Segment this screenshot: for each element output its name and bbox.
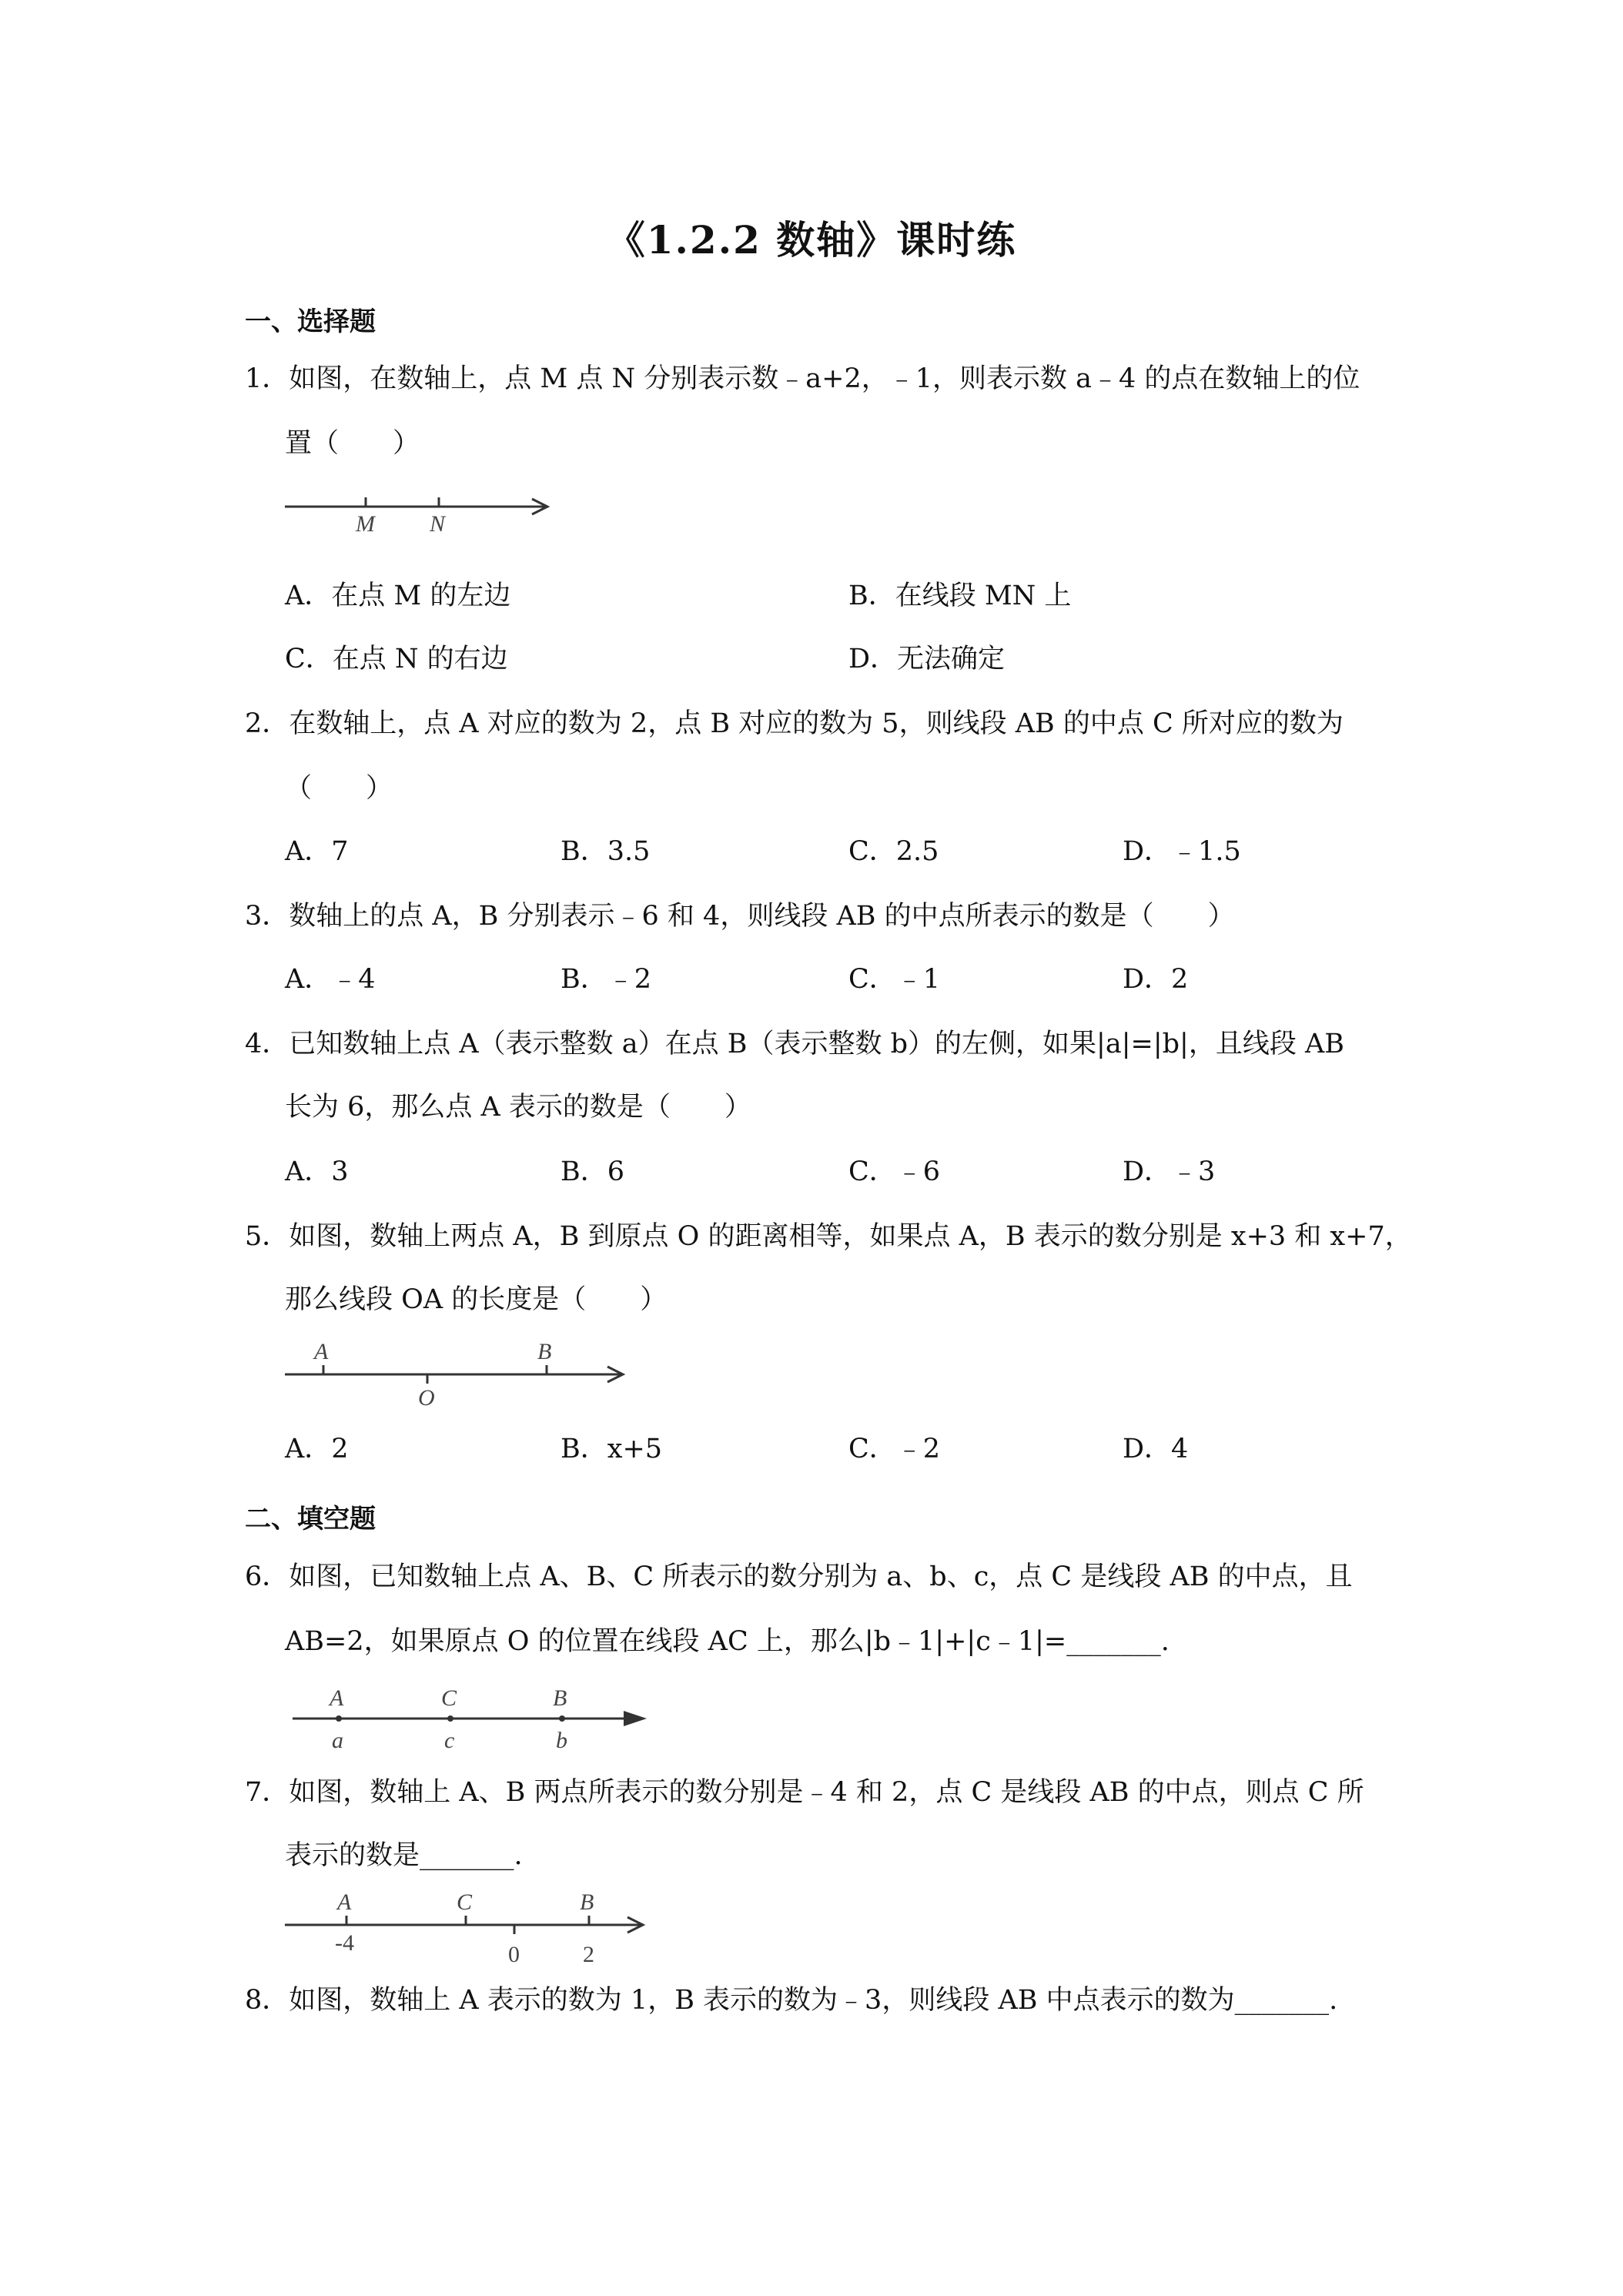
option-c[interactable]: C．﹣2: [848, 1434, 941, 1464]
option-c[interactable]: C．2.5: [848, 836, 939, 867]
question-number: 7．: [245, 1777, 289, 1808]
question-1-continued: 置（ ）: [285, 428, 420, 459]
option-d[interactable]: D．无法确定: [848, 644, 1006, 674]
value-origin: 0: [508, 1942, 520, 1967]
question-number: 5．: [245, 1221, 289, 1252]
option-a[interactable]: A．在点 M 的左边: [285, 581, 511, 611]
option-d[interactable]: D．2: [1123, 964, 1189, 995]
point-b: [559, 1715, 565, 1722]
label-b: B: [553, 1685, 567, 1711]
question-7-continued: 表示的数是_______.: [285, 1840, 523, 1871]
number-line-figure-q1: [281, 485, 558, 541]
label-b: B: [580, 1889, 594, 1915]
option-d[interactable]: D．﹣1.5: [1123, 836, 1241, 867]
option-b[interactable]: B．﹣2: [561, 964, 651, 995]
label-o: O: [418, 1385, 435, 1409]
question-5: [245, 1218, 1412, 1255]
label-b: B: [537, 1339, 552, 1364]
question-7: [245, 1774, 1364, 1811]
option-b[interactable]: B．在线段 MN 上: [848, 581, 1072, 611]
question-text: 在数轴上，点 A 对应的数为 2，点 B 对应的数为 5，则线段 AB 的中点 C 所对应的数为: [289, 708, 1344, 739]
question-number: 2．: [245, 708, 289, 739]
option-a[interactable]: A．﹣4: [285, 964, 376, 995]
page-title: 《1.2.2 数轴》课时练: [606, 217, 1017, 263]
label-a: A: [337, 1889, 352, 1915]
label-n: N: [430, 511, 446, 537]
option-a[interactable]: A．2: [285, 1434, 349, 1464]
question-text: 已知数轴上点 A（表示整数 a）在点 B（表示整数 b）的左侧，如果|a|=|b|，且线段 AB: [289, 1029, 1344, 1059]
point-c: [447, 1715, 453, 1722]
question-1: [245, 360, 1360, 397]
label-m: M: [356, 511, 375, 537]
question-number: 6．: [245, 1561, 289, 1592]
value-a: -4: [335, 1930, 354, 1956]
question-number: 1．: [245, 363, 289, 394]
section-heading-choice: 一、选择题: [245, 306, 376, 337]
option-c[interactable]: C．在点 N 的右边: [285, 644, 508, 674]
label-c: C: [457, 1889, 473, 1915]
question-number: 3．: [245, 901, 289, 932]
sublabel-b: b: [556, 1728, 567, 1753]
question-number: 4．: [245, 1029, 289, 1059]
option-a[interactable]: A．7: [285, 836, 349, 867]
point-a: [336, 1715, 342, 1722]
option-d[interactable]: D．﹣3: [1123, 1156, 1216, 1187]
label-a: A: [330, 1685, 344, 1711]
question-4-continued: 长为 6，那么点 A 表示的数是（ ）: [285, 1092, 751, 1123]
sublabel-a: a: [332, 1728, 343, 1753]
option-b[interactable]: B．x+5: [561, 1434, 663, 1464]
question-5-continued: 那么线段 OA 的长度是（ ）: [285, 1284, 668, 1315]
question-text: 如图，在数轴上，点 M 点 N 分别表示数﹣a+2，﹣1，则表示数 a﹣4 的点在数轴上的位: [289, 363, 1360, 394]
question-6-continued: AB=2，如果原点 O 的位置在线段 AC 上，那么|b﹣1|+|c﹣1|=_______.: [285, 1626, 1170, 1657]
option-b[interactable]: B．3.5: [561, 836, 651, 867]
question-3: [245, 898, 1235, 935]
question-text: 如图，数轴上 A、B 两点所表示的数分别是﹣4 和 2，点 C 是线段 AB 的中点，则点 C 所: [289, 1777, 1364, 1808]
section-heading-fill-blank: 二、填空题: [245, 1504, 376, 1535]
question-text: 数轴上的点 A，B 分别表示﹣6 和 4，则线段 AB 的中点所表示的数是（ ）: [289, 901, 1235, 932]
sublabel-c: c: [444, 1728, 455, 1753]
question-6: [245, 1558, 1353, 1595]
question-2: [245, 705, 1344, 742]
question-text: 如图，已知数轴上点 A、B、C 所表示的数分别为 a、b、c，点 C 是线段 AB 的中点，且: [289, 1561, 1353, 1592]
number-line-figure-q7: [281, 1885, 658, 1970]
question-8: [245, 1982, 1337, 2019]
value-b: 2: [583, 1942, 594, 1967]
question-text: 如图，数轴上 A 表示的数为 1，B 表示的数为﹣3，则线段 AB 中点表示的数为_______.: [289, 1985, 1338, 2016]
option-b[interactable]: B．6: [561, 1156, 624, 1187]
option-c[interactable]: C．﹣1: [848, 964, 941, 995]
question-text: 如图，数轴上两点 A，B 到原点 O 的距离相等，如果点 A，B 表示的数分别是 x+3 和 x+7，: [289, 1221, 1412, 1252]
arrow-head-icon: [624, 1711, 647, 1726]
question-2-continued: （ ）: [285, 773, 393, 804]
label-c: C: [441, 1685, 457, 1711]
number-line-figure-q5: [281, 1332, 635, 1409]
question-4: [245, 1026, 1344, 1063]
label-a: A: [314, 1339, 329, 1364]
option-c[interactable]: C．﹣6: [848, 1156, 941, 1187]
option-d[interactable]: D．4: [1123, 1434, 1189, 1464]
option-a[interactable]: A．3: [285, 1156, 349, 1187]
question-number: 8．: [245, 1985, 289, 2016]
number-line-figure-q6: [285, 1678, 654, 1763]
